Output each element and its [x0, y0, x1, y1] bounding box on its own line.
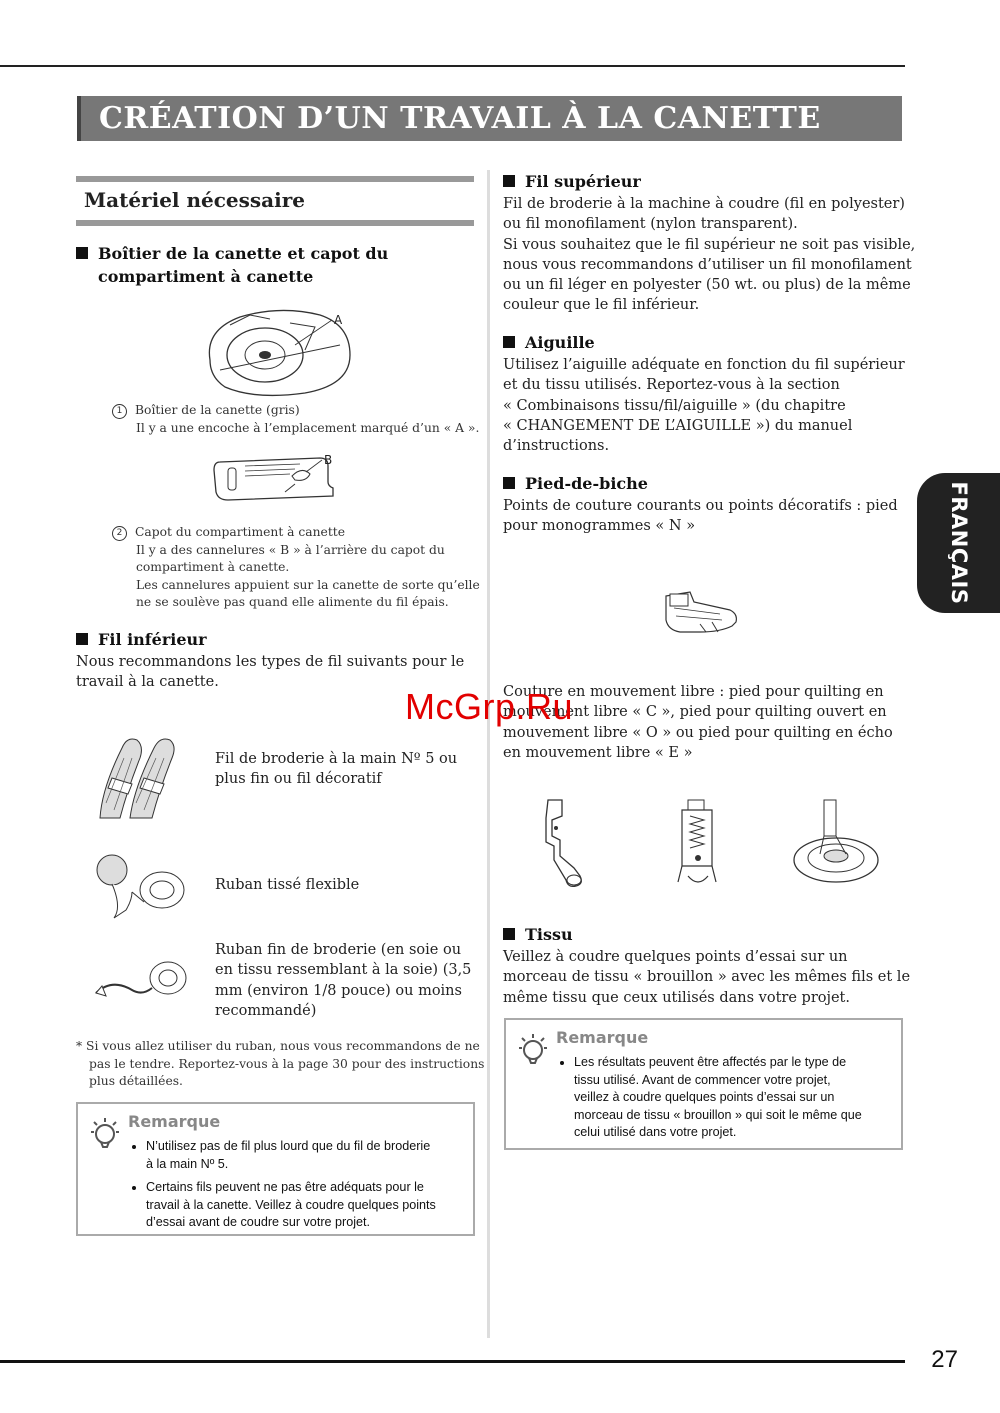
fabric-heading: Tissu — [503, 923, 573, 946]
page-title: CRÉATION D’UN TRAVAIL À LA CANETTE — [99, 101, 821, 136]
bobbin-cover-illustration — [210, 452, 335, 507]
lightbulb-icon — [88, 1114, 122, 1150]
free-motion-quilting-foot-c-illustration — [540, 796, 600, 892]
free-motion-text: Couture en mouvement libre : pied pour quilting en mouvement libre « C », pied pour quilting ouvert en mouvement libre « O » ou pied pour quilting en écho en mouvement libre « E » — [503, 684, 893, 761]
lower-thread-heading: Fil inférieur — [76, 628, 207, 651]
note-box-right — [504, 1018, 903, 1150]
fabric-text: Veillez à coudre quelques points d’essai sur un morceau de tissu « brouillon » avec les mêmes fils et le même tissu que ceux utilisés dans votre projet. — [503, 949, 911, 1006]
thread2-caption: Ruban tissé flexible — [215, 877, 360, 893]
lightbulb-icon — [516, 1030, 550, 1066]
ribbon-footnote: * Si vous allez utiliser du ruban, nous vous recommandons de ne pas le tendre. Reportez-vous à la page 30 pour des instructions plus détaillées. — [76, 1039, 485, 1088]
lower-thread-text: Nous recommandons les types de fil suivants pour le travail à la canette. — [76, 654, 465, 691]
item1-caption: 1 Boîtier de la canette (gris) Il y a une encoche à l’emplacement marqué d’un « A ». — [112, 402, 479, 437]
bottom-rule — [0, 1360, 905, 1363]
upper-thread-heading: Fil supérieur — [503, 170, 641, 193]
watermark: McGrp.Ru — [405, 686, 574, 727]
monogram-foot-illustration — [660, 588, 742, 640]
presser-foot-text: Points de couture courants ou points décoratifs : pied pour monogrammes « N » — [503, 498, 898, 535]
woven-ribbon-illustration — [92, 852, 192, 927]
note-box-left — [76, 1102, 475, 1236]
label-a: A — [334, 313, 343, 327]
note-list — [556, 1054, 909, 1148]
note-list — [128, 1138, 481, 1238]
note-heading: Remarque — [556, 1028, 649, 1047]
thread1-caption: Fil de broderie à la main Nº 5 ou plus fin ou fil décoratif — [215, 751, 458, 788]
open-toe-quilting-foot-o-illustration — [668, 796, 728, 894]
note-item: • Les résultats peuvent être affectés par le type de tissu utilisé. Avant de commencer votre projet, veillez à coudre quelques points d’essai sur un morceau de tissu « brouillon » qui soit le même que celui utilisé dans votre projet. — [574, 1054, 909, 1142]
echo-quilting-foot-e-illustration — [790, 796, 882, 888]
note-item: • N’utilisez pas de fil plus lourd que du fil de broderie à la main Nº 5. — [146, 1138, 481, 1173]
upper-thread-text: Fil de broderie à la machine à coudre (fil en polyester) ou fil monofilament (nylon transparent). Si vous souhaitez que le fil supérieur ne soit pas visible, nous vous recommandons d’utiliser un fil monofilament ou un fil léger en polyester (50 wt. ou plus) de la même couleur que le fil inférieur. — [503, 196, 916, 314]
note-heading: Remarque — [128, 1112, 221, 1131]
embroidery-ribbon-illustration — [92, 948, 192, 1008]
section-heading — [76, 176, 474, 226]
item2-caption: 2 Capot du compartiment à canette Il y a des cannelures « B » à l’arrière du capot du compartiment à canette. Les cannelures appuient sur la canette de sorte qu’elle ne se soulève pas quand elle alimente du fil épais. — [112, 524, 480, 612]
section-title: Matériel nécessaire — [84, 188, 305, 212]
language-label: FRANÇAIS — [946, 481, 971, 605]
page-title-bar — [77, 96, 902, 141]
label-b: B — [324, 453, 333, 467]
note-item: • Certains fils peuvent ne pas être adéquats pour le travail à la canette. Veillez à coudre quelques points d’essai avant de coudre sur votre projet. — [146, 1179, 481, 1232]
bobbin-heading: Boîtier de la canette et capot du compartiment à canette — [76, 242, 388, 288]
language-side-tab — [917, 473, 1000, 613]
page-number: 27 — [931, 1346, 958, 1373]
column-divider — [487, 170, 490, 1338]
needle-text: Utilisez l’aiguille adéquate en fonction du fil supérieur et du tissu utilisés. Reportez-vous à la section « Combinaisons tissu/fil/aiguille » (du chapitre « CHANGEMENT DE L’AIGUILLE ») du manuel d’instructions. — [503, 357, 905, 455]
hand-embroidery-thread-illustration — [92, 728, 192, 823]
needle-heading: Aiguille — [503, 331, 595, 354]
thread3-caption: Ruban fin de broderie (en soie ou en tissu ressemblant à la soie) (3,5 mm (environ 1/8 pouce) ou moins recommandé) — [215, 942, 472, 1019]
presser-foot-heading: Pied-de-biche — [503, 472, 648, 495]
top-rule — [0, 65, 905, 67]
